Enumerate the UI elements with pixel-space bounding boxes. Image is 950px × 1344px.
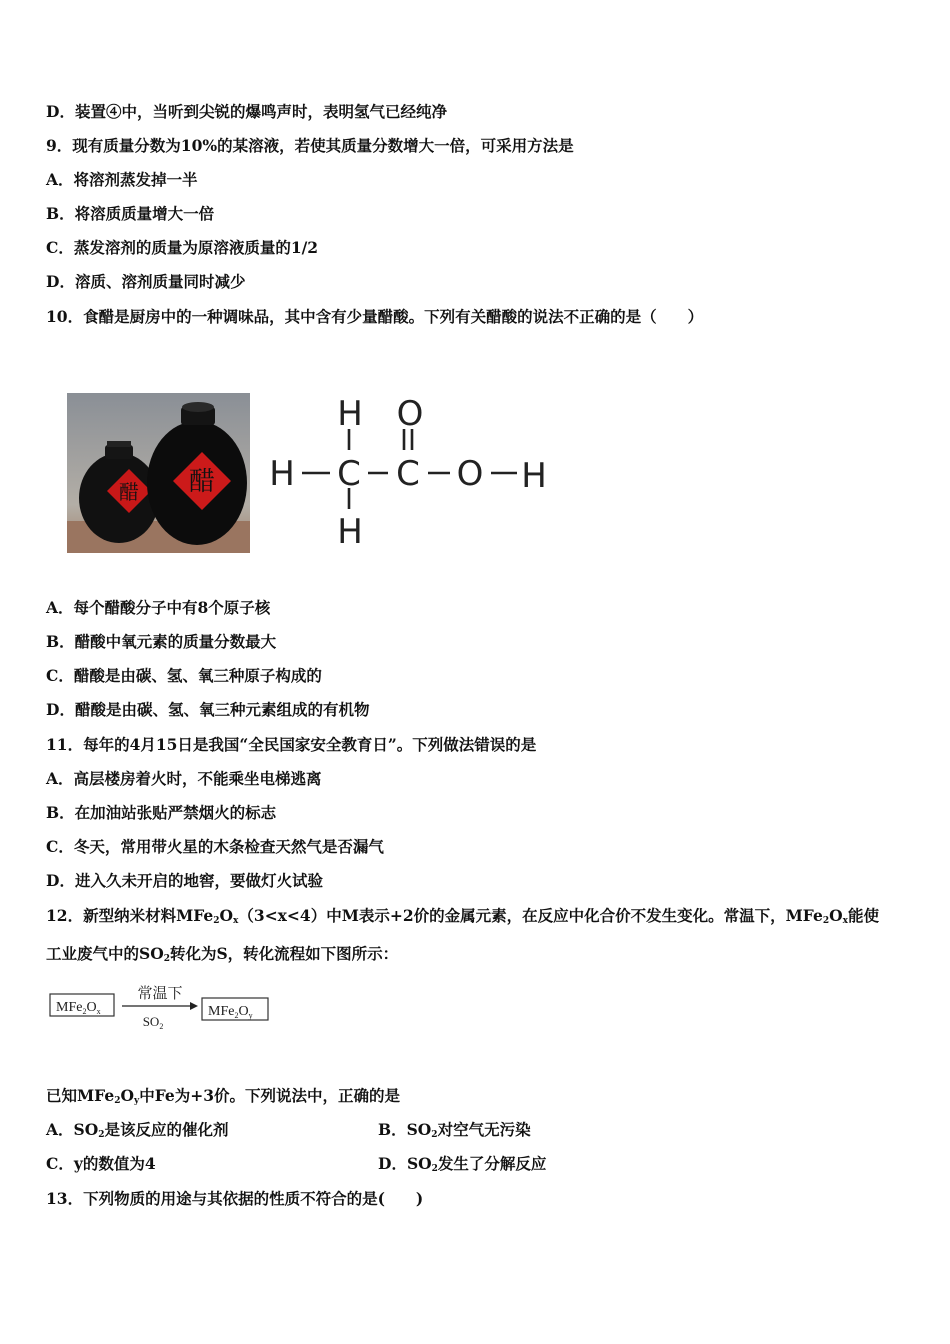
q12-option-d: D．$SO_2$发生了分解反应 (378, 1154, 547, 1174)
atom-o-right: O (456, 454, 484, 494)
atom-h-right: H (521, 456, 547, 496)
q11-option-d: D．进入久未开启的地窖，要做灯火试验 (46, 871, 323, 890)
flow-arrow-head (190, 1002, 198, 1010)
question-13: 13．下列物质的用途与其依据的性质不符合的是( ) (46, 1189, 424, 1208)
conversion-flow-diagram (48, 980, 288, 1032)
atom-c2: C (396, 454, 420, 494)
flow-left-label: $MFe_2O_x$ (56, 1000, 101, 1016)
question-12-line-2: 工业废气中的$SO_2$转化为S，转化流程如下图所示： (46, 944, 399, 964)
q9-option-a: A．将溶剂蒸发掉一半 (46, 170, 198, 189)
q11-option-a: A．高层楼房着火时，不能乘坐电梯逃离 (46, 769, 322, 788)
q11-option-c: C．冬天，常用带火星的木条检查天然气是否漏气 (46, 837, 384, 856)
atom-h-top: H (337, 394, 363, 434)
q10-option-b: B．醋酸中氧元素的质量分数最大 (46, 632, 277, 651)
atom-h-bottom: H (337, 512, 363, 552)
q11-option-b: B．在加油站张贴严禁烟火的标志 (46, 803, 277, 822)
flow-reactant: $SO_2$ (142, 1014, 164, 1031)
flow-condition: 常温下 (137, 984, 183, 1002)
question-10: 10．食醋是厨房中的一种调味品，其中含有少量醋酸。下列有关醋酸的说法不正确的是（ ） (46, 307, 704, 326)
q9-option-b: B．将溶质质量增大一倍 (46, 204, 215, 223)
question-11: 11．每年的4月15日是我国“全民国家安全教育日”。下列做法错误的是 (46, 735, 537, 754)
question-12-line-1: 12．新型纳米材料$MFe_2O_x(3<x<4)$中M表示+2价的金属元素，在反应中化合价不发生变化。常温下，$MFe_2O_x$能使 (46, 906, 879, 926)
q12-option-b: B．$SO_2$对空气无污染 (378, 1120, 531, 1140)
acetic-acid-structure (262, 393, 562, 553)
vinegar-jars-image (67, 393, 250, 553)
q10-option-a: A．每个醋酸分子中有8个原子核 (46, 598, 271, 617)
jar-label-large: 醋 (188, 467, 216, 497)
q9-option-c: C．蒸发溶剂的质量为原溶液质量的1/2 (46, 238, 319, 257)
question-9: 9．现有质量分数为10%的某溶液，若使其质量分数增大一倍，可采用方法是 (46, 136, 574, 155)
q9-option-d: D．溶质、溶剂质量同时减少 (46, 272, 246, 291)
q10-option-c: C．醋酸是由碳、氢、氧三种原子构成的 (46, 666, 322, 685)
question-12-known: 已知$MFe_2O_y$中Fe为+3价。下列说法中，正确的是 (46, 1086, 400, 1106)
q12-option-a: A．$SO_2$是该反应的催化剂 (46, 1120, 229, 1140)
q12-option-c: C．y的数值为4 (46, 1154, 156, 1173)
flow-right-label: $MFe_2O_y$ (208, 1004, 253, 1020)
q10-option-d: D．醋酸是由碳、氢、氧三种元素组成的有机物 (46, 700, 370, 719)
atom-h-left: H (269, 454, 295, 494)
jar-label-small: 醋 (119, 480, 139, 504)
q8-option-d: D．装置④中，当听到尖锐的爆鸣声时，表明氢气已经纯净 (46, 102, 447, 121)
atom-c1: C (337, 454, 361, 494)
atom-o-top: O (396, 394, 424, 434)
